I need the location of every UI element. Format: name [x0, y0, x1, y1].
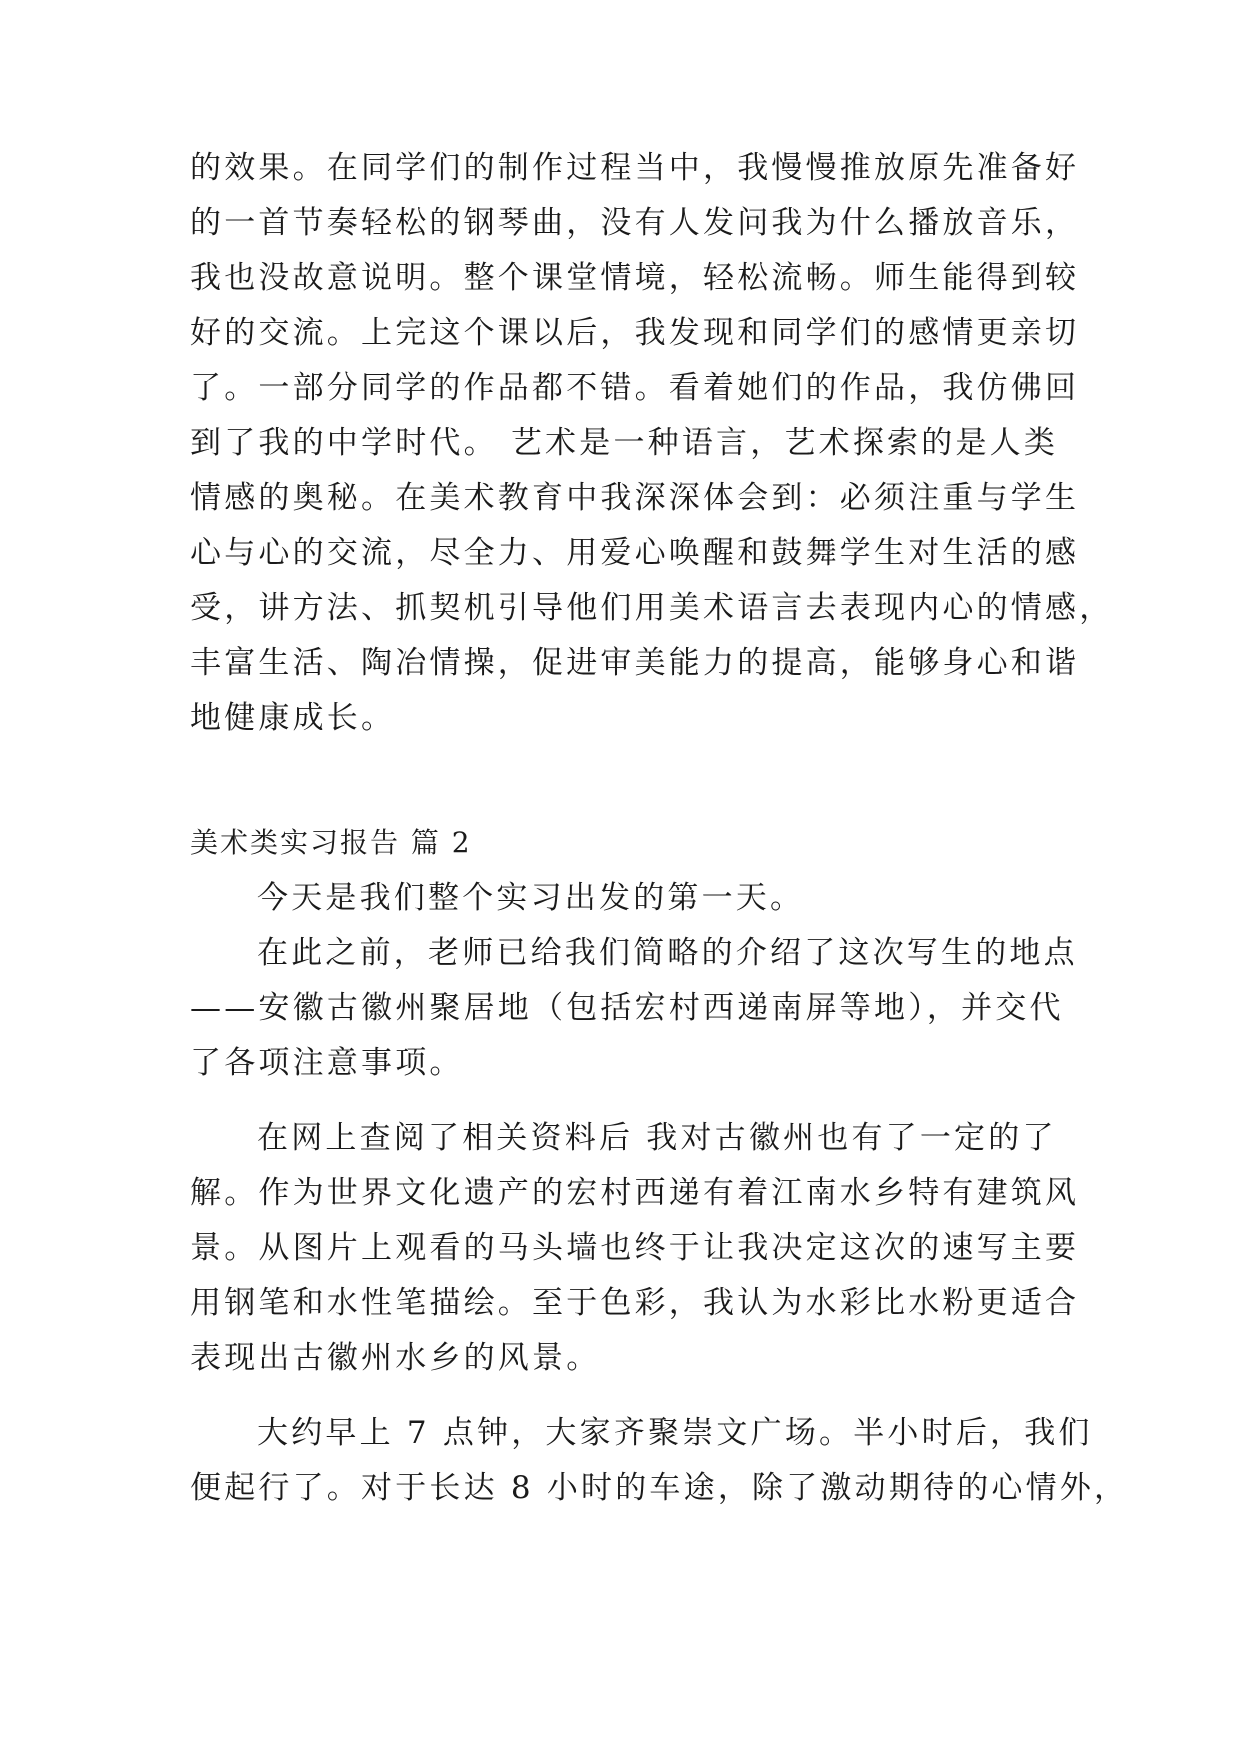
paragraph-line: 用钢笔和水性笔描绘。至于色彩，我认为水彩比水粉更适合	[190, 1285, 1080, 1321]
paragraph-line: 今天是我们整个实习出发的第一天。	[257, 880, 805, 916]
section-title: 美术类实习报告 篇 2	[190, 826, 472, 859]
paragraph-line: 心与心的交流，尽全力、用爱心唤醒和鼓舞学生对生活的感	[190, 535, 1080, 571]
paragraph-line: 好的交流。上完这个课以后，我发现和同学们的感情更亲切	[190, 315, 1080, 351]
paragraph-line: 的效果。在同学们的制作过程当中，我慢慢推放原先准备好	[190, 150, 1080, 186]
paragraph-line: 景。从图片上观看的马头墙也终于让我决定这次的速写主要	[190, 1230, 1080, 1266]
paragraph-line: 在此之前，老师已给我们简略的介绍了这次写生的地点	[257, 935, 1078, 971]
paragraph-line: 解。作为世界文化遗产的宏村西递有着江南水乡特有建筑风	[190, 1175, 1080, 1211]
paragraph-line: 大约早上 7 点钟，大家齐聚崇文广场。半小时后，我们	[257, 1415, 1093, 1451]
paragraph-line: 受，讲方法、抓契机引导他们用美术语言去表现内心的情感，	[190, 590, 1114, 626]
paragraph-line: ——安徽古徽州聚居地（包括宏村西递南屏等地），并交代	[190, 990, 1064, 1026]
paragraph-line: 情感的奥秘。在美术教育中我深深体会到：必须注重与学生	[190, 480, 1080, 516]
paragraph-line: 到了我的中学时代。 艺术是一种语言，艺术探索的是人类	[190, 425, 1059, 461]
paragraph-line: 在网上查阅了相关资料后 我对古徽州也有了一定的了	[257, 1120, 1057, 1156]
paragraph-line: 表现出古徽州水乡的风景。	[190, 1340, 601, 1376]
paragraph-line: 了。一部分同学的作品都不错。看着她们的作品，我仿佛回	[190, 370, 1080, 406]
paragraph-line: 我也没故意说明。整个课堂情境，轻松流畅。师生能得到较	[190, 260, 1080, 296]
paragraph-line: 了各项注意事项。	[190, 1045, 464, 1081]
paragraph-line: 地健康成长。	[190, 700, 396, 736]
paragraph-line: 丰富生活、陶冶情操，促进审美能力的提高，能够身心和谐	[190, 645, 1080, 681]
paragraph-line: 便起行了。对于长达 8 小时的车途，除了激动期待的心情外，	[190, 1470, 1129, 1506]
paragraph-line: 的一首节奏轻松的钢琴曲，没有人发问我为什么播放音乐，	[190, 205, 1080, 241]
